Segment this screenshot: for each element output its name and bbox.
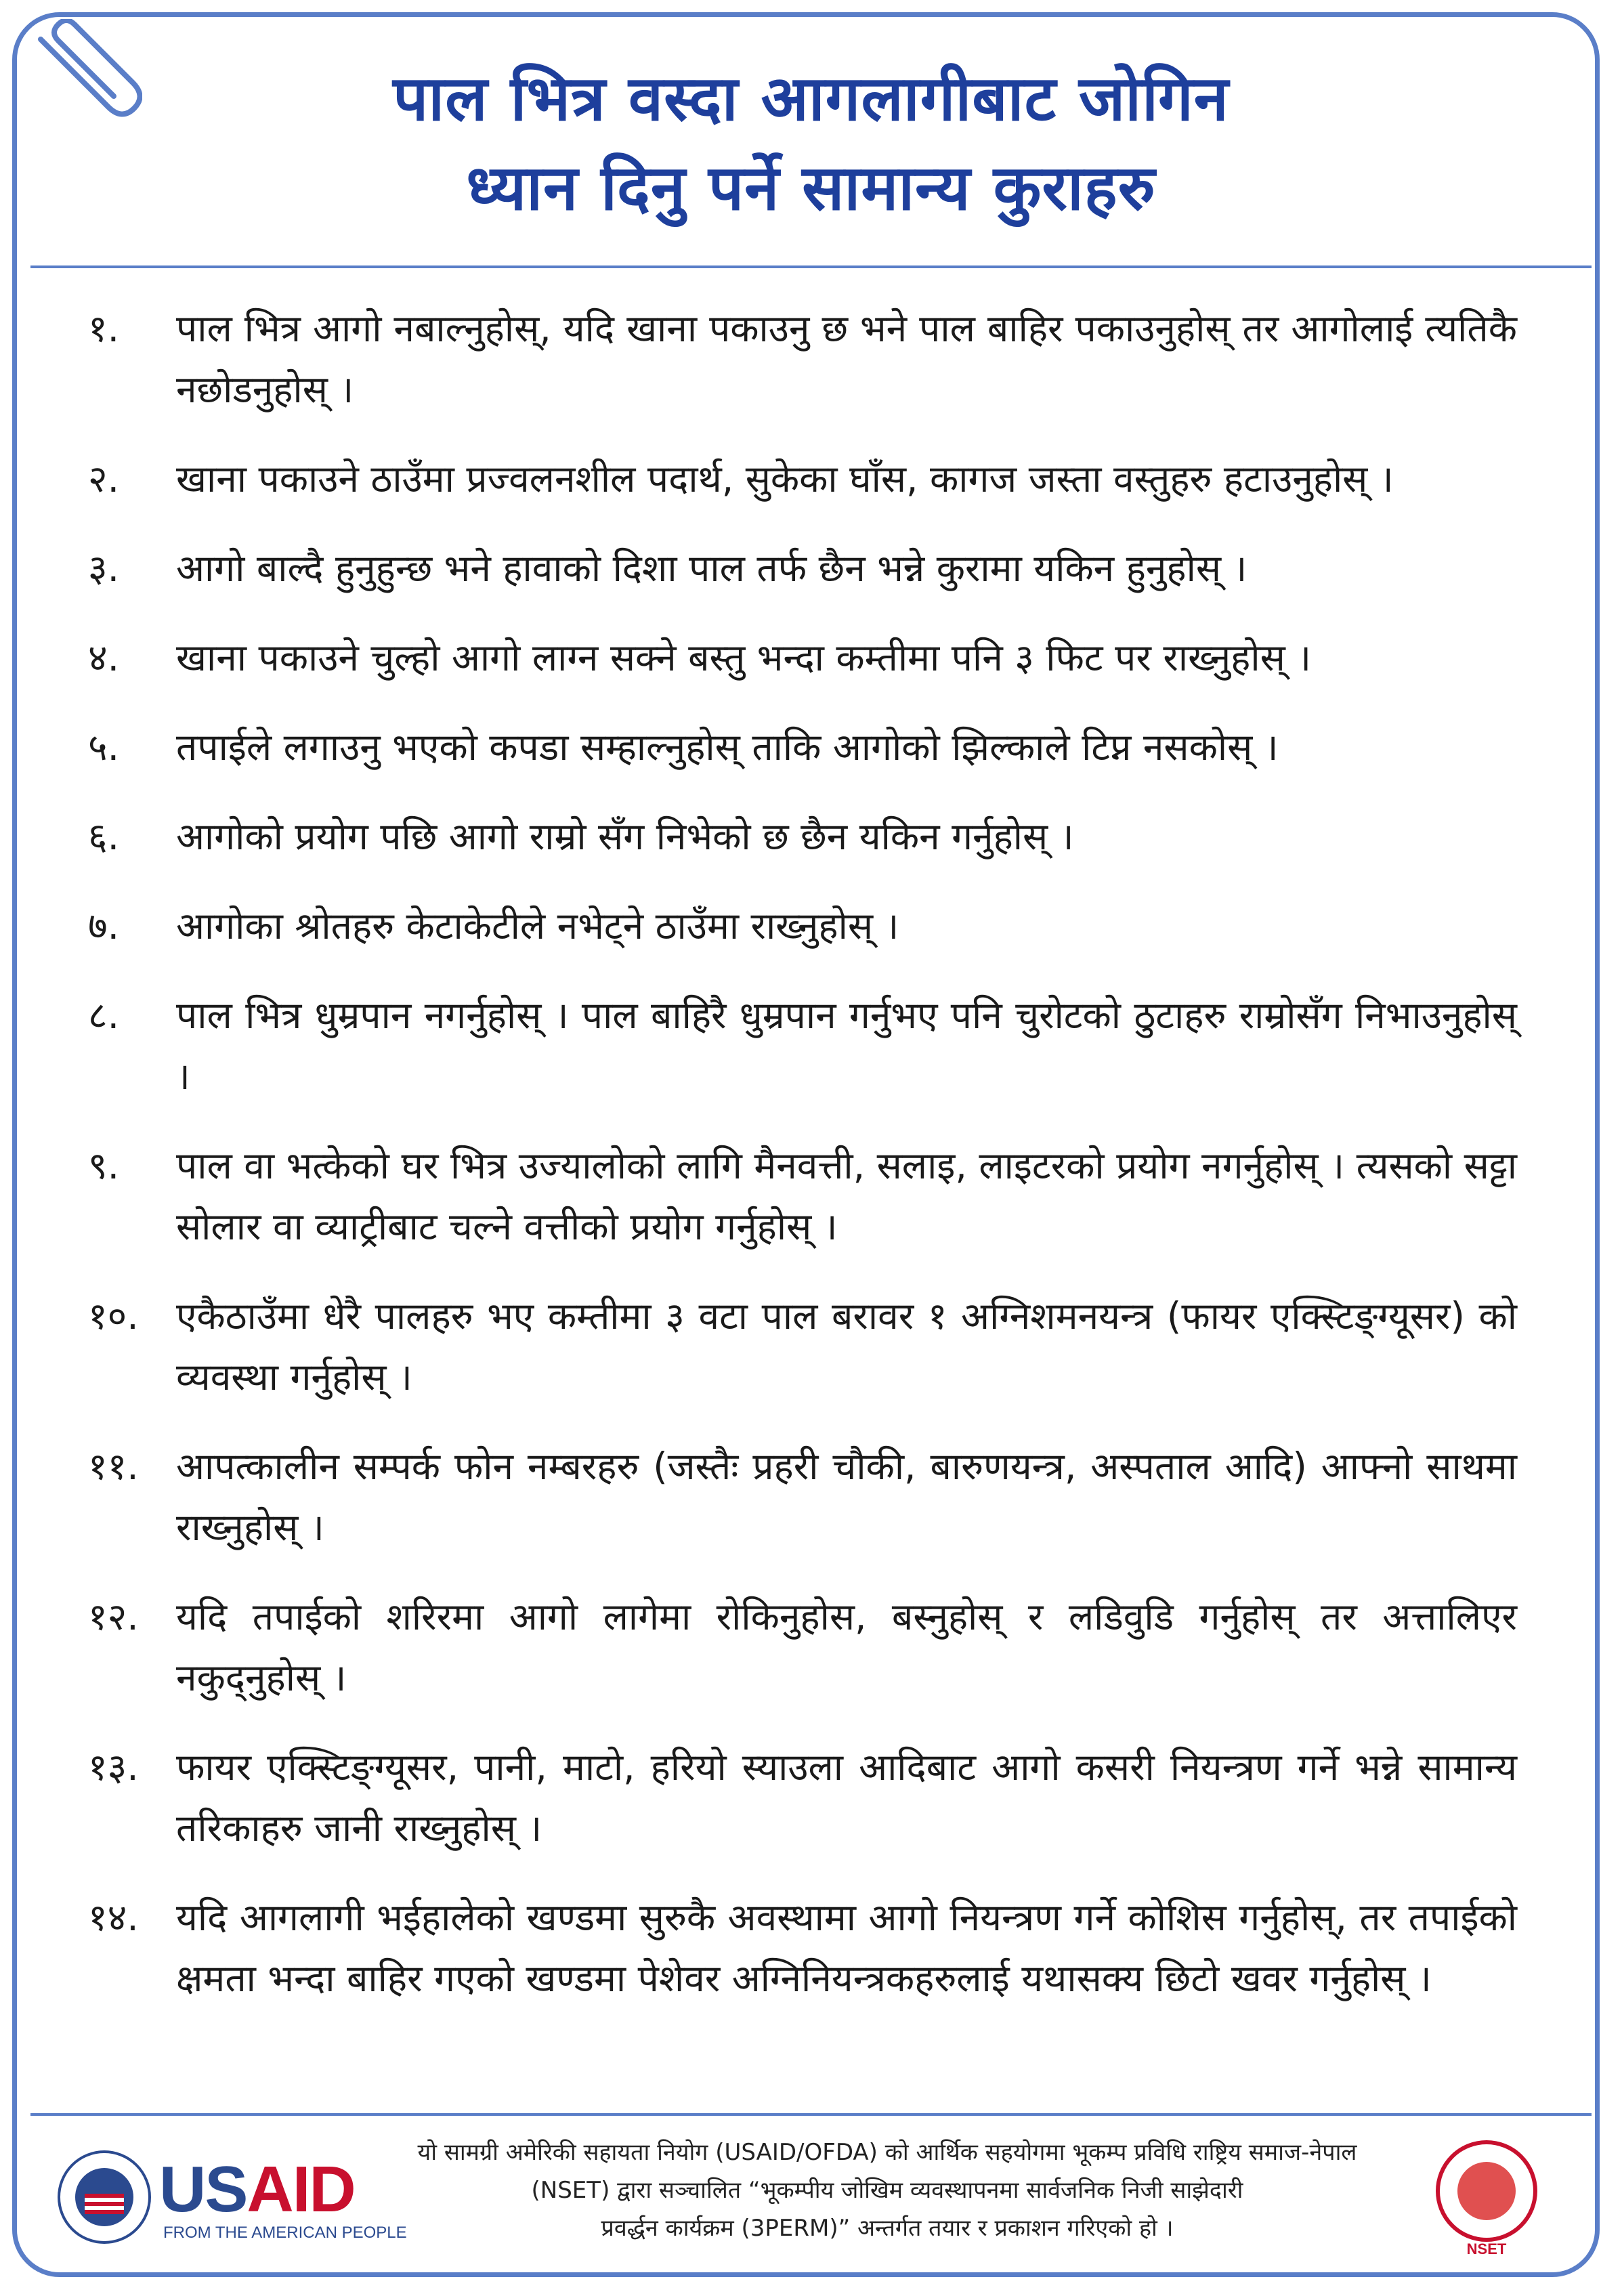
list-item xyxy=(88,895,1517,956)
nset-label: NSET xyxy=(1466,2240,1507,2257)
item-text: आगोका श्रोतहरु केटाकेटीले नभेट्ने ठाउँमा राख्नुहोस् । xyxy=(176,904,899,948)
item-text: आगो बाल्दै हुनुहुन्छ भने हावाको दिशा पाल तर्फ छैन भन्ने कुरामा यकिन हुनुहोस् । xyxy=(176,547,1247,590)
item-number: १४. xyxy=(88,1896,139,1939)
funding-note-line-1: यो सामग्री अमेरिकी सहायता नियोग (USAID/OFDA) को आर्थिक सहयोगमा भूकम्प प्रविधि राष्ट्रिय समाज-नेपाल xyxy=(417,2139,1357,2166)
item-number: १२. xyxy=(88,1595,139,1638)
item-number: १०. xyxy=(88,1294,139,1338)
list-item xyxy=(88,1737,1517,1858)
usaid-tagline: FROM THE AMERICAN PEOPLE xyxy=(163,2224,407,2242)
item-number: ७. xyxy=(88,904,120,948)
title-line-2: ध्यान दिनु पर्ने सामान्य कुराहरु xyxy=(466,152,1156,224)
item-number: २. xyxy=(88,457,120,501)
divider-top xyxy=(30,265,1592,268)
item-number: १. xyxy=(88,307,120,350)
safety-tips-list xyxy=(88,298,1517,2037)
list-item xyxy=(88,717,1517,778)
funding-note-line-2: (NSET) द्वारा सञ्चालित “भूकम्पीय जोखिम व्यवस्थापनमा सार्वजनिक निजी साझेदारी xyxy=(531,2177,1243,2204)
item-text: आगोको प्रयोग पछि आगो राम्रो सँग निभेको छ छैन यकिन गर्नुहोस् । xyxy=(176,815,1074,858)
item-text: तपाईले लगाउनु भएको कपडा सम्हाल्नुहोस् ताकि आगोको झिल्काले टिप्न नसकोस् । xyxy=(176,725,1279,769)
list-item xyxy=(88,298,1517,420)
item-number: ३. xyxy=(88,547,120,590)
list-item xyxy=(88,1135,1517,1257)
list-item xyxy=(88,1436,1517,1558)
item-text: आपत्कालीन सम्पर्क फोन नम्बरहरु (जस्तैः प्रहरी चौकी, बारुणयन्त्र, अस्पताल आदि) आफ्नो साथमा राख्नुहोस् । xyxy=(176,1445,1517,1549)
funding-note xyxy=(379,2133,1395,2247)
usaid-wordmark: USAID xyxy=(159,2153,355,2226)
title-line-1: पाल भित्र वस्दा आगलागीबाट जोगिन xyxy=(393,62,1229,135)
item-number: ५. xyxy=(88,725,120,769)
list-item xyxy=(88,806,1517,867)
item-text: एकैठाउँमा धेरै पालहरु भए कम्तीमा ३ वटा पाल बरावर १ अग्निशमनयन्त्र (फायर एक्स्टिङ्ग्यूसर) को व्यवस्था गर्नुहोस् । xyxy=(176,1294,1517,1399)
item-text: पाल भित्र आगो नबाल्नुहोस्, यदि खाना पकाउनु छ भने पाल बाहिर पकाउनुहोस् तर आगोलाई त्यतिकै नछोडनुहोस् । xyxy=(176,307,1517,411)
item-text: खाना पकाउने चुल्हो आगो लाग्न सक्ने बस्तु भन्दा कम्तीमा पनि ३ फिट पर राख्नुहोस् । xyxy=(176,636,1312,679)
usaid-seal-icon xyxy=(58,2150,151,2244)
divider-bottom xyxy=(30,2113,1592,2116)
list-item xyxy=(88,1285,1517,1407)
item-number: ११. xyxy=(88,1445,139,1488)
item-text: फायर एक्स्टिङ्ग्यूसर, पानी, माटो, हरियो स्याउला आदिबाट आगो कसरी नियन्त्रण गर्ने भन्ने सामान्य तरिकाहरु जानी राख्नुहोस् । xyxy=(176,1745,1517,1850)
list-item xyxy=(88,538,1517,599)
list-item xyxy=(88,1586,1517,1708)
item-number: ९. xyxy=(88,1144,120,1187)
item-text: खाना पकाउने ठाउँमा प्रज्वलनशील पदार्थ, सुकेका घाँस, कागज जस्ता वस्तुहरु हटाउनुहोस् । xyxy=(176,457,1394,501)
poster-title xyxy=(0,54,1622,233)
item-text: यदि तपाईको शरिरमा आगो लागेमा रोकिनुहोस, बस्नुहोस् र लडिवुडि गर्नुहोस् तर अत्तालिएर नकुद्नुहोस् । xyxy=(176,1595,1517,1699)
list-item xyxy=(88,1887,1517,2009)
item-number: ८. xyxy=(88,994,120,1037)
item-text: पाल वा भत्केको घर भित्र उज्यालोको लागि मैनवत्ती, सलाइ, लाइटरको प्रयोग नगर्नुहोस् । त्यसको सट्टा सोलार वा व्याट्रीबाट चल्ने वत्तीको प्रयोग गर्नुहोस् । xyxy=(176,1144,1517,1248)
list-item xyxy=(88,627,1517,688)
funding-note-line-3: प्रवर्द्धन कार्यक्रम (3PERM)” अन्तर्गत तयार र प्रकाशन गरिएको हो । xyxy=(601,2215,1174,2242)
item-text: पाल भित्र धुम्रपान नगर्नुहोस् । पाल बाहिरै धुम्रपान गर्नुभए पनि चुरोटको ठुटाहरु राम्रोसँग निभाउनुहोस् । xyxy=(176,994,1517,1098)
list-item xyxy=(88,448,1517,509)
item-number: १३. xyxy=(88,1745,139,1789)
item-text: यदि आगलागी भईहालेको खण्डमा सुरुकै अवस्थामा आगो नियन्त्रण गर्ने कोशिस गर्नुहोस्, तर तपाईको क्षमता भन्दा बाहिर गएको खण्डमा पेशेवर अग्निनियन्त्रकहरुलाई यथासक्य छिटो खवर गर्नुहोस् । xyxy=(176,1896,1517,2000)
list-item xyxy=(88,985,1517,1107)
item-number: ६. xyxy=(88,815,120,858)
usaid-logo xyxy=(58,2150,407,2245)
item-number: ४. xyxy=(88,636,120,679)
nset-logo xyxy=(1429,2140,1544,2255)
nset-seal-icon xyxy=(1436,2140,1537,2242)
